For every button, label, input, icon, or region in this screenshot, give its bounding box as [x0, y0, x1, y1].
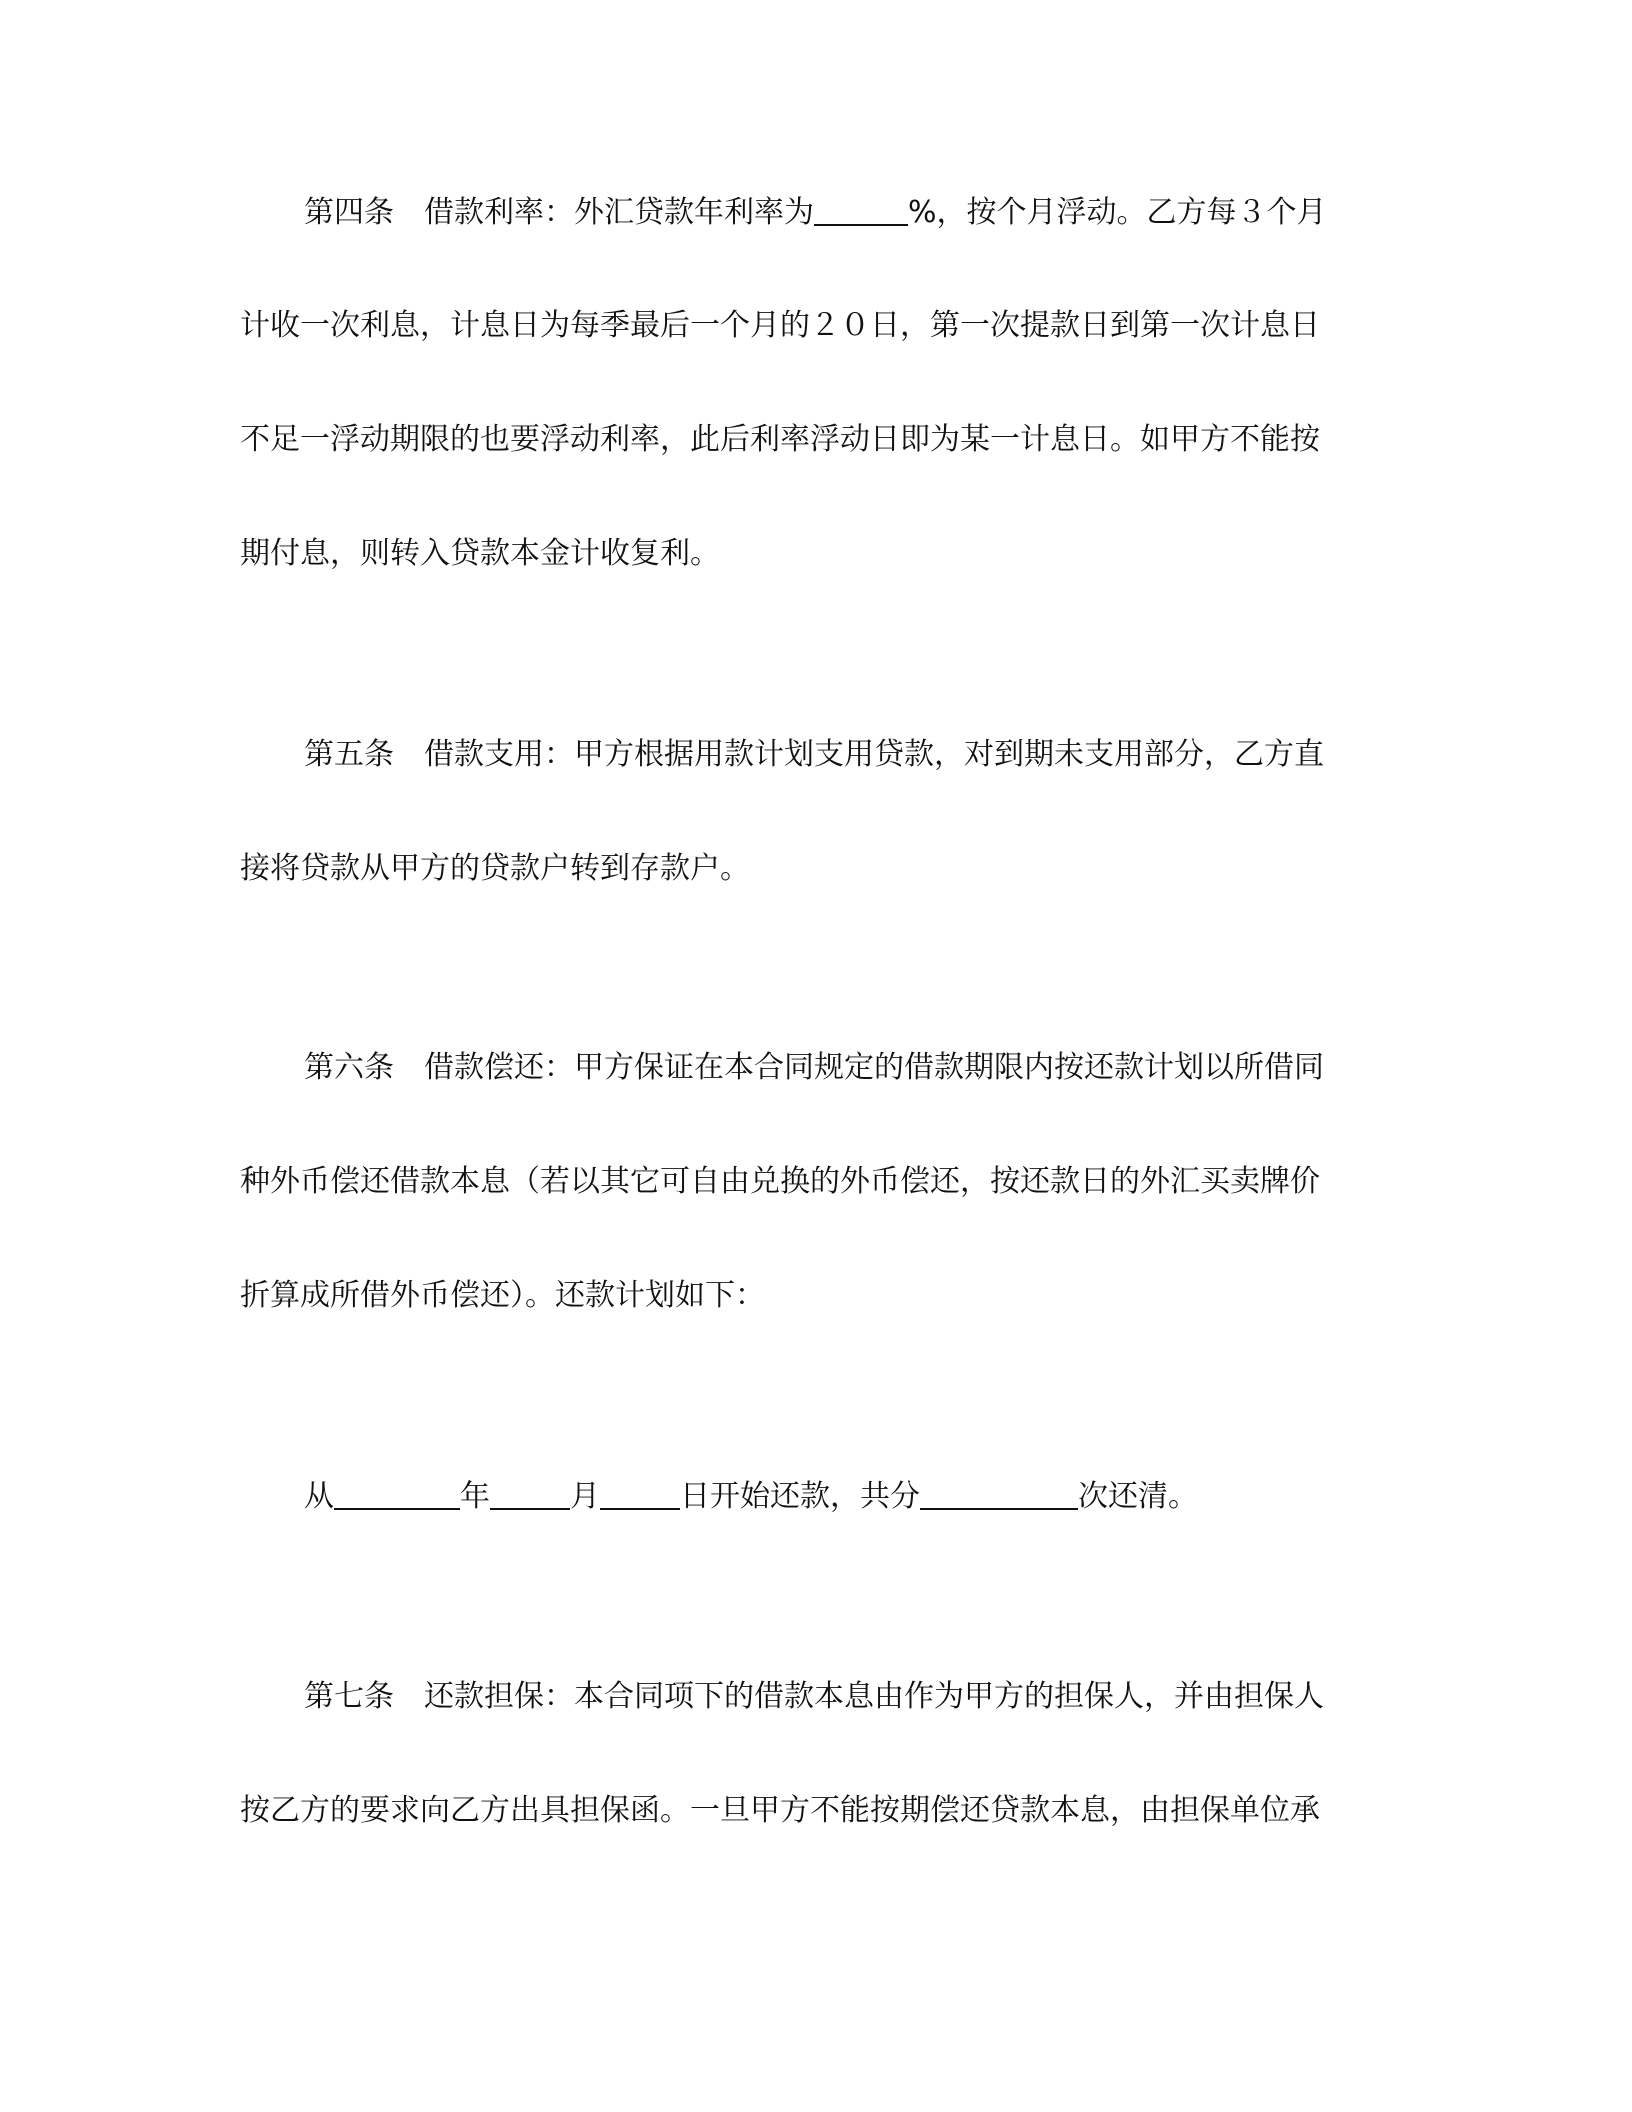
interest-rate-blank[interactable]: [814, 194, 908, 226]
year-blank[interactable]: [334, 1478, 460, 1510]
article-5-title: 借款支用：: [424, 737, 574, 772]
article-4-text-b: %，按个月浮动。乙方每３个月: [908, 195, 1327, 230]
article-7-text: 本合同项下的借款本息由作为甲方的担保人，并由担保人: [574, 1679, 1324, 1714]
repayment-year: 年: [460, 1479, 490, 1514]
article-4-heading: 第四条: [304, 195, 394, 230]
article-4-line-2: 计收一次利息，计息日为每季最后一个月的２０日，第一次提款日到第一次计息日: [240, 308, 1320, 343]
article-7-title: 还款担保：: [424, 1679, 574, 1714]
article-6-heading: 第六条: [304, 1050, 394, 1085]
month-blank[interactable]: [490, 1478, 570, 1510]
article-5-text: 甲方根据用款计划支用贷款，对到期未支用部分，乙方直: [574, 737, 1324, 772]
article-7-line-2: 按乙方的要求向乙方出具担保函。一旦甲方不能按期偿还贷款本息，由担保单位承: [240, 1793, 1320, 1828]
article-6-line-2: 种外币偿还借款本息（若以其它可自由兑换的外币偿还，按还款日的外汇买卖牌价: [240, 1164, 1320, 1199]
repayment-from: 从: [304, 1479, 334, 1514]
article-4-text-a: 外汇贷款年利率为: [574, 195, 814, 230]
article-6-line-3: 折算成所借外币偿还）。还款计划如下：: [240, 1278, 765, 1313]
installments-blank[interactable]: [920, 1478, 1078, 1510]
day-blank[interactable]: [600, 1478, 680, 1510]
article-5-heading: 第五条: [304, 737, 394, 772]
repayment-day-start: 日开始还款，共分: [680, 1479, 920, 1514]
repayment-month: 月: [570, 1479, 600, 1514]
article-6-line-1: [304, 1048, 1380, 1088]
article-6-text: 甲方保证在本合同规定的借款期限内按还款计划以所借同: [574, 1050, 1324, 1085]
article-4-line-3: 不足一浮动期限的也要浮动利率，此后利率浮动日即为某一计息日。如甲方不能按: [240, 422, 1320, 457]
article-7-line-1: [304, 1677, 1380, 1717]
article-5-line-2: 接将贷款从甲方的贷款户转到存款户。: [240, 851, 750, 886]
article-7-heading: 第七条: [304, 1679, 394, 1714]
article-4-line-4: 期付息，则转入贷款本金计收复利。: [240, 536, 720, 571]
article-6-title: 借款偿还：: [424, 1050, 574, 1085]
article-4-title: 借款利率：: [424, 195, 574, 230]
article-4-line-1: [304, 193, 1380, 233]
repayment-times: 次还清。: [1078, 1479, 1198, 1514]
article-5-line-1: [304, 735, 1380, 775]
repayment-schedule-line: [304, 1477, 1380, 1517]
